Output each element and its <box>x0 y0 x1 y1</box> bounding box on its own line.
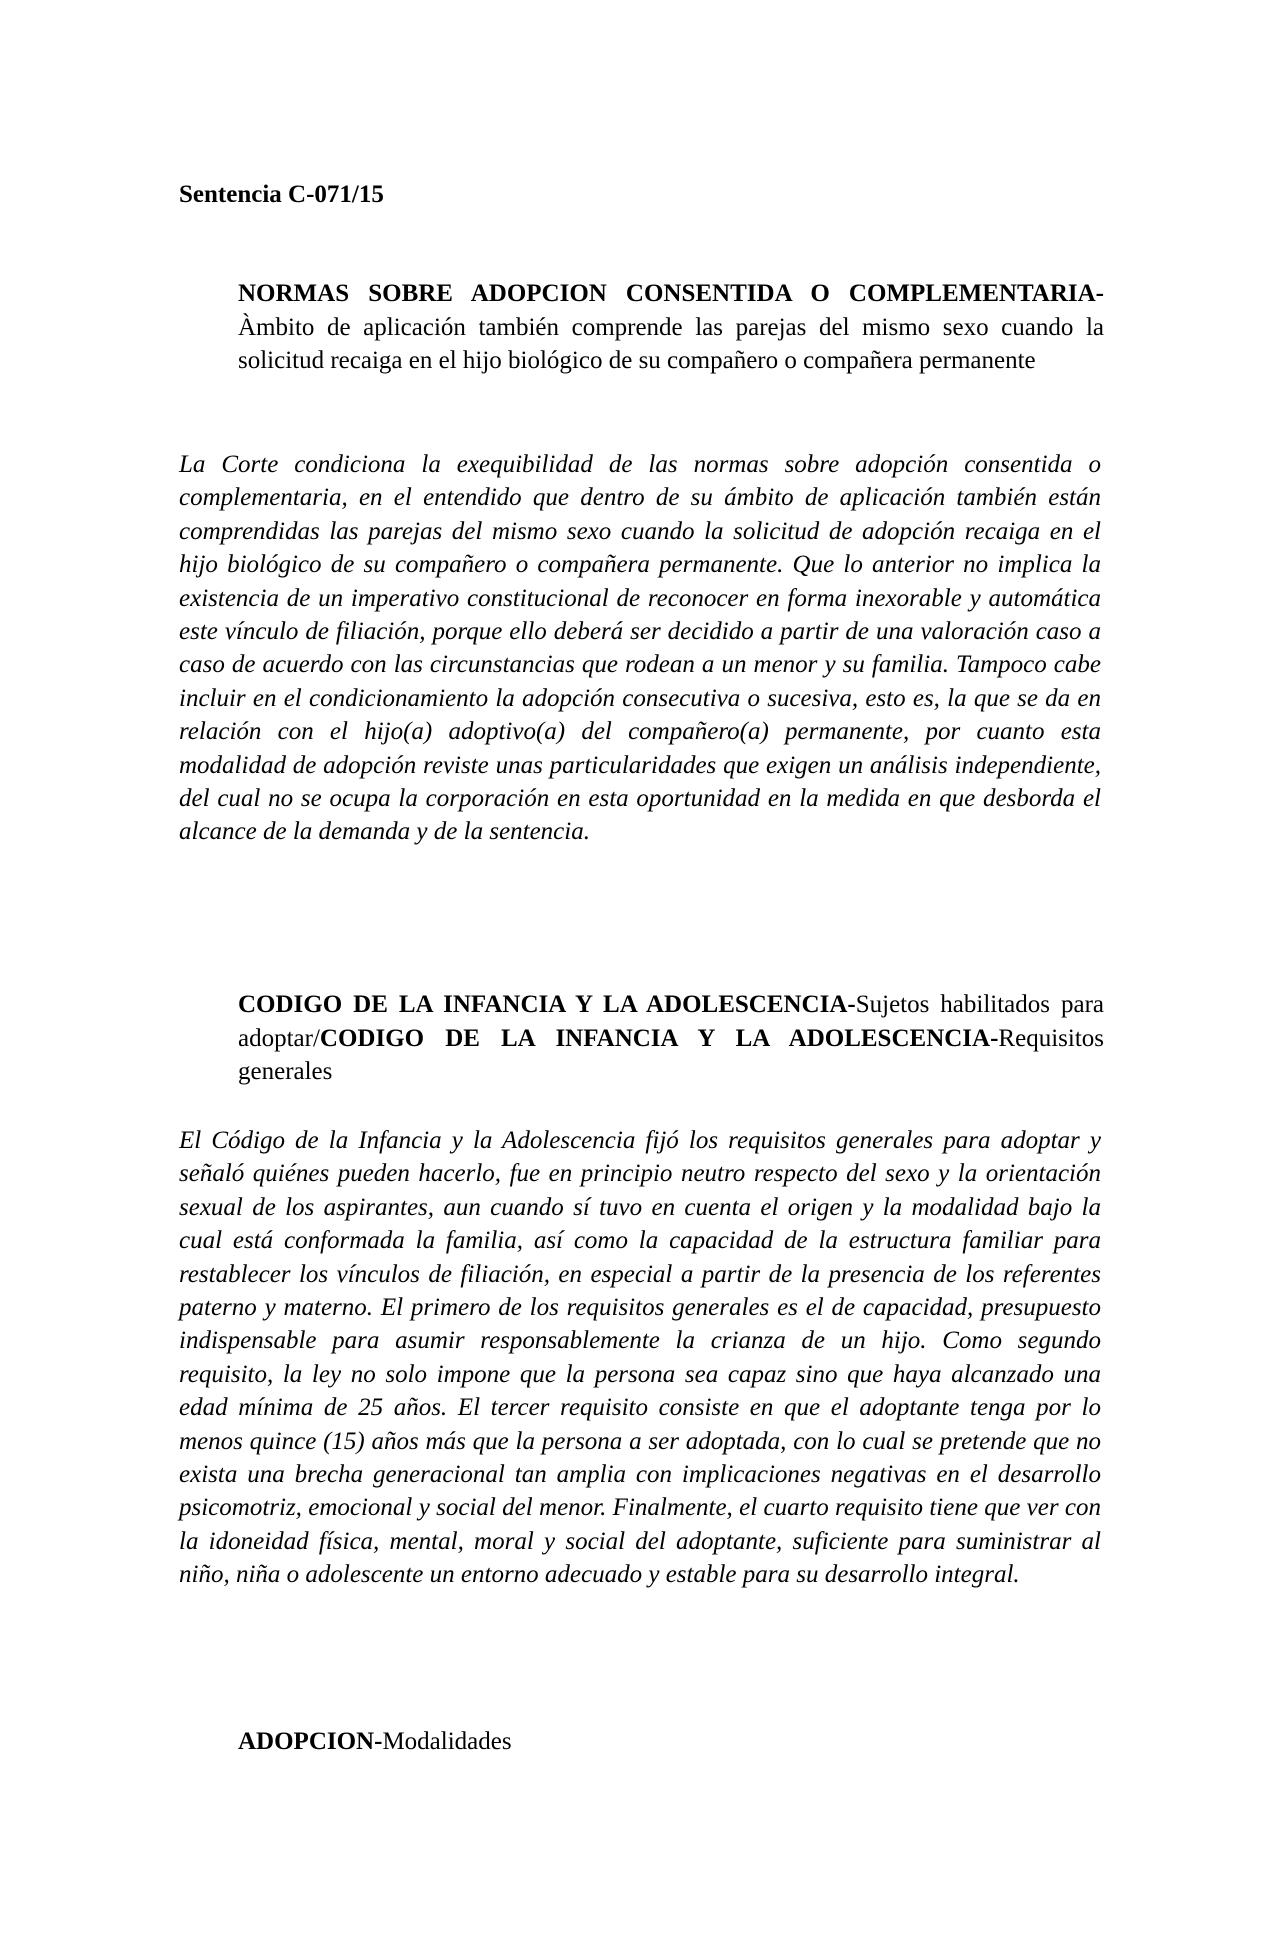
section-heading <box>238 988 1104 1089</box>
heading-bold-part: ADOPCION- <box>238 1728 383 1755</box>
section-heading <box>238 1725 1104 1759</box>
heading-normal-part: Modalidades <box>382 1728 512 1755</box>
heading-bold-part: CODIGO DE LA INFANCIA Y LA ADOLESCENCIA- <box>319 1024 999 1052</box>
section-summary: El Código de la Infancia y la Adolescencia fijó los requisitos generales para adoptar y señaló quiénes pueden hacerlo, fue en principio neutro respecto del sexo y la orientación sexual de los aspirantes, aun cuando sí tuvo en cuenta el origen y la modalidad bajo la cual está conformada la familia, así como la capacidad de la estructura familiar para restablecer los vínculos de filiación, en especial a partir de la presencia de los referentes paterno y materno. El primero de los requisitos generales es el de capacidad, presupuesto indispensable para asumir responsablemente la crianza de un hijo. Como segundo requisito, la ley no solo impone que la persona sea capaz sino que haya alcanzado una edad mínima de 25 años. El tercer requisito consiste en que el adoptante tenga por lo menos quince (15) años más que la persona a ser adoptada, con lo cual se pretende que no exista una brecha generacional tan amplia con implicaciones negativas en el desarrollo psicomotriz, emocional y social del menor. Finalmente, el cuarto requisito tiene que ver con la idoneidad física, mental, moral y social del adoptante, suficiente para suministrar al niño, niña o adolescente un entorno adecuado y estable para su desarrollo integral. <box>179 1127 1101 1589</box>
heading-bold-part: CODIGO DE LA INFANCIA Y LA ADOLESCENCIA- <box>238 991 856 1018</box>
heading-normal-part: Requisitos generales <box>238 1024 1104 1085</box>
heading-bold-part: NORMAS SOBRE ADOPCION CONSENTIDA O COMPLEMENTARIA- <box>238 280 1104 307</box>
heading-normal-part: Sujetos habilitados para adoptar/ <box>238 991 1104 1052</box>
heading-normal-part: Àmbito de aplicación también comprende las parejas del mismo sexo cuando la solicitud recaiga en el hijo biológico de su compañero o compañera permanente <box>238 313 1104 374</box>
section-summary: La Corte condiciona la exequibilidad de las normas sobre adopción consentida o complementaria, en el entendido que dentro de su ámbito de aplicación también están comprendidas las parejas del mismo sexo cuando la solicitud de adopción recaiga en el hijo biológico de su compañero o compañera permanente. Que lo anterior no implica la existencia de un imperativo constitucional de reconocer en forma inexorable y automática este vínculo de filiación, porque ello deberá ser decidido a partir de una valoración caso a caso de acuerdo con las circunstancias que rodean a un menor y su familia. Tampoco cabe incluir en el condicionamiento la adopción consecutiva o sucesiva, esto es, la que se da en relación con el hijo(a) adoptivo(a) del compañero(a) permanente, por cuanto esta modalidad de adopción reviste unas particularidades que exigen un análisis independiente, del cual no se ocupa la corporación en esta oportunidad en la medida en que desborda el alcance de la demanda y de la sentencia. <box>179 451 1101 846</box>
document-title: Sentencia C-071/15 <box>179 181 384 208</box>
section-heading <box>238 277 1104 378</box>
